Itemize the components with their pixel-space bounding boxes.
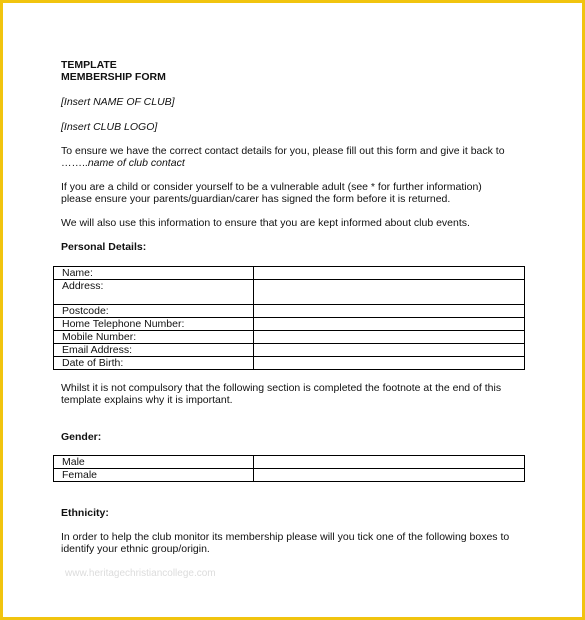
personal-details-heading: Personal Details: [61, 241, 147, 253]
vulnerable-line-2: please ensure your parents/guardian/carer has signed the form before it is returned. [61, 193, 451, 205]
vulnerable-line-1: If you are a child or consider yourself to be a vulnerable adult (see * for further information) [61, 181, 482, 193]
home-phone-field[interactable] [254, 318, 525, 331]
watermark-text: www.heritagechristiancollege.com [65, 568, 216, 579]
club-logo-placeholder: [Insert CLUB LOGO] [61, 121, 158, 133]
club-contact-placeholder: name of club contact [87, 157, 185, 169]
table-row [54, 280, 525, 305]
dob-field[interactable] [254, 357, 525, 370]
vulnerable-paragraph [61, 181, 531, 205]
name-field[interactable] [254, 267, 525, 280]
table-row [54, 469, 525, 482]
row-label-name: Name: [54, 267, 254, 280]
table-row [54, 267, 525, 280]
row-label-address: Address: [54, 280, 254, 305]
email-field[interactable] [254, 344, 525, 357]
template-label: TEMPLATE [61, 59, 117, 71]
ethnicity-line-1: In order to help the club monitor its membership please will you tick one of the following boxes to [61, 531, 510, 543]
intro-dots: …….. [61, 157, 88, 169]
optional-note-paragraph [61, 382, 531, 406]
ethnicity-line-2: identify your ethnic group/origin. [61, 543, 210, 555]
female-field[interactable] [254, 469, 525, 482]
table-row [54, 456, 525, 469]
gender-table [53, 455, 525, 482]
row-label-male: Male [54, 456, 254, 469]
mobile-field[interactable] [254, 331, 525, 344]
personal-details-table [53, 266, 525, 370]
ethnicity-paragraph [61, 531, 531, 555]
form-title: MEMBERSHIP FORM [61, 71, 166, 83]
optional-note-line-2: template explains why it is important. [61, 394, 233, 406]
membership-form-document [61, 59, 531, 555]
row-label-mobile: Mobile Number: [54, 331, 254, 344]
table-row [54, 305, 525, 318]
row-label-dob: Date of Birth: [54, 357, 254, 370]
ethnicity-heading: Ethnicity: [61, 507, 109, 519]
table-row [54, 357, 525, 370]
intro-line-1: To ensure we have the correct contact details for you, please fill out this form and give it back to [61, 145, 505, 157]
male-field[interactable] [254, 456, 525, 469]
row-label-female: Female [54, 469, 254, 482]
events-paragraph: We will also use this information to ensure that you are kept informed about club events. [61, 217, 470, 229]
club-name-placeholder: [Insert NAME OF CLUB] [61, 96, 175, 108]
row-label-email: Email Address: [54, 344, 254, 357]
table-row [54, 318, 525, 331]
postcode-field[interactable] [254, 305, 525, 318]
row-label-home-phone: Home Telephone Number: [54, 318, 254, 331]
table-row [54, 344, 525, 357]
row-label-postcode: Postcode: [54, 305, 254, 318]
address-field[interactable] [254, 280, 525, 305]
intro-line-2 [61, 157, 531, 169]
gender-heading: Gender: [61, 431, 102, 443]
optional-note-line-1: Whilst it is not compulsory that the following section is completed the footnote at the end of this [61, 382, 502, 394]
intro-paragraph [61, 145, 531, 169]
table-row [54, 331, 525, 344]
